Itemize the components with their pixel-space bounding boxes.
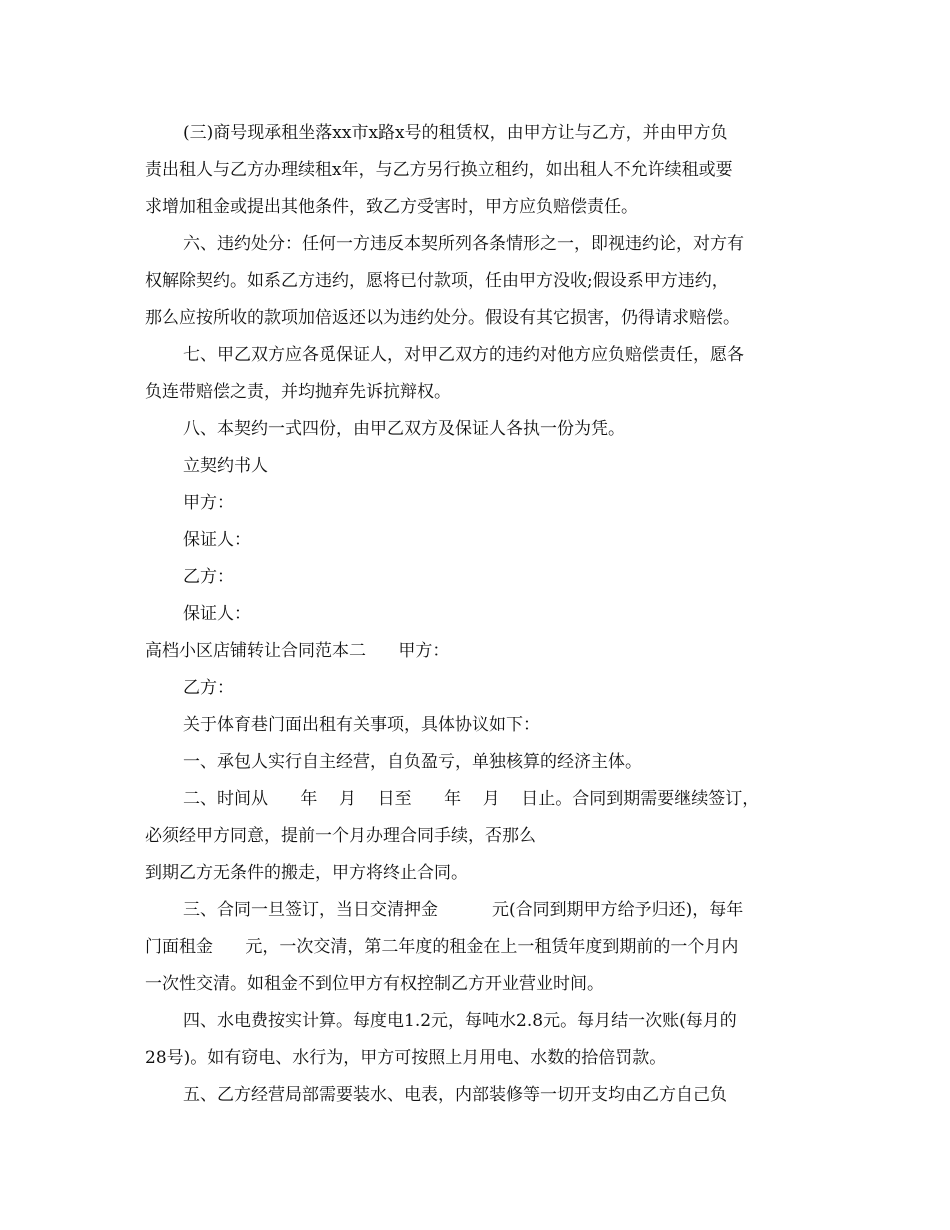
paragraph-line: 一次性交清。如租金不到位甲方有权控制乙方开业营业时间。 (145, 974, 604, 994)
paragraph-line: 门面租金 元，一次交清，第二年度的租金在上一租赁年度到期前的一个月内 (145, 937, 739, 957)
paragraph-line: 七、甲乙双方应各觅保证人，对甲乙双方的违约对他方应负赔偿责任，愿各 (183, 345, 744, 365)
party-field-label: 乙方： (183, 678, 234, 698)
paragraph-line: 关于体育巷门面出租有关事项，具体协议如下： (183, 715, 540, 735)
paragraph-line: 二、时间从 年 月 日至 年 月 日止。合同到期需要继续签订， (183, 789, 760, 809)
signature-heading: 立契约书人 (183, 456, 268, 476)
paragraph-line: 三、合同一旦签订，当日交清押金 元(合同到期甲方给予归还)，每年 (183, 900, 744, 920)
paragraph-line: 必须经甲方同意，提前一个月办理合同手续，否那么 (145, 826, 536, 846)
signature-field-label: 甲方： (183, 493, 234, 513)
paragraph-line: 责出租人与乙方办理续租x年，与乙方另行换立租约，如出租人不允许续租或要 (145, 160, 733, 180)
paragraph-line: (三)商号现承租坐落xx市x路x号的租赁权，由甲方让与乙方，并由甲方负 (183, 123, 728, 143)
paragraph-line: 权解除契约。如系乙方违约，愿将已付款项，任由甲方没收;假设系甲方违约， (145, 271, 729, 291)
paragraph-line: 四、水电费按实计算。每度电1.2元，每吨水2.8元。每月结一次账(每月的 (183, 1011, 737, 1031)
paragraph-line: 28号)。如有窃电、水行为，甲方可按照上月用电、水数的拾倍罚款。 (145, 1048, 667, 1068)
paragraph-line: 六、违约处分：任何一方违反本契所列各条情形之一，即视违约论，对方有 (183, 234, 744, 254)
signature-field-label: 保证人： (183, 530, 251, 550)
signature-field-label: 保证人： (183, 604, 251, 624)
paragraph-line: 求增加租金或提出其他条件，致乙方受害时，甲方应负赔偿责任。 (145, 197, 638, 217)
paragraph-line: 八、本契约一式四份，由甲乙双方及保证人各执一份为凭。 (183, 419, 625, 439)
paragraph-line: 一、承包人实行自主经营，自负盈亏，单独核算的经济主体。 (183, 752, 642, 772)
contract-title-line: 高档小区店铺转让合同范本二 甲方： (145, 641, 450, 661)
paragraph-line: 那么应按所收的款项加倍返还以为违约处分。假设有其它损害，仍得请求赔偿。 (145, 308, 740, 328)
paragraph-line: 负连带赔偿之责，并均抛弃先诉抗辩权。 (145, 382, 451, 402)
signature-field-label: 乙方： (183, 567, 234, 587)
paragraph-line: 到期乙方无条件的搬走，甲方将终止合同。 (145, 863, 468, 883)
paragraph-line: 五、乙方经营局部需要装水、电表，内部装修等一切开支均由乙方自己负 (183, 1085, 727, 1105)
